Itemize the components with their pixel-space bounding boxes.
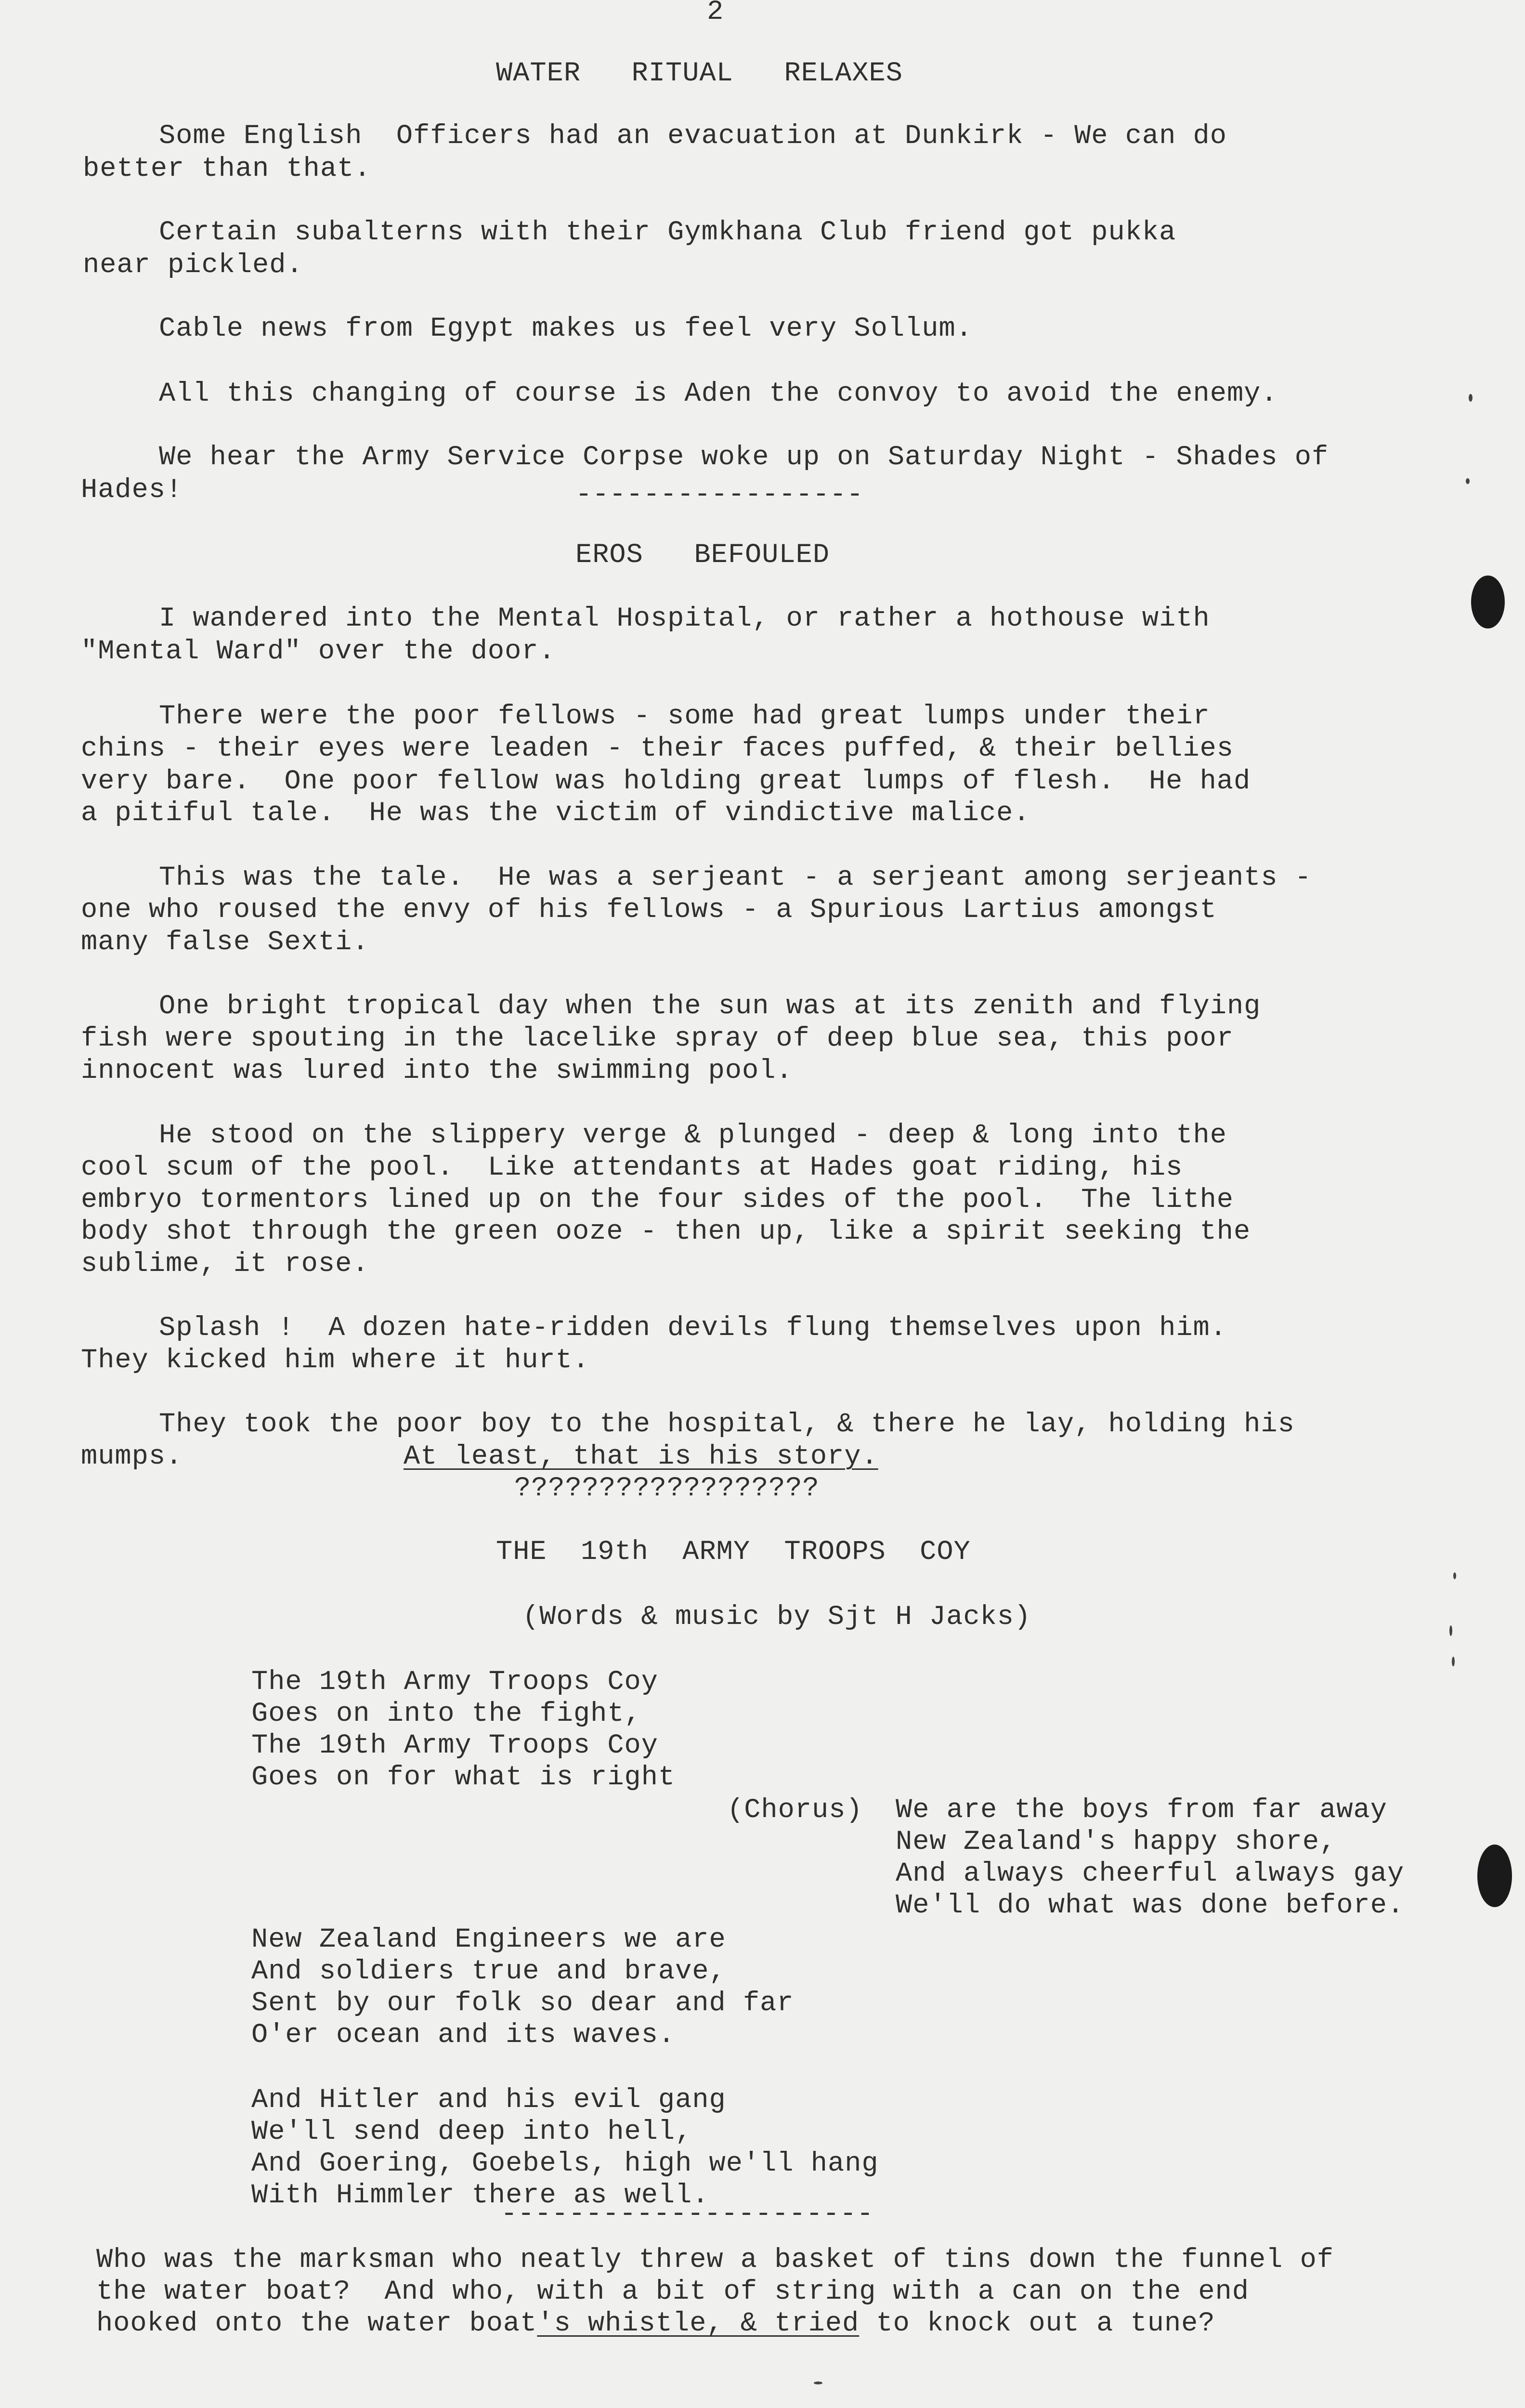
page-number: 2 bbox=[707, 0, 724, 27]
verse-line: And soldiers true and brave, bbox=[251, 1956, 726, 1987]
verse-line: Goes on for what is right bbox=[251, 1762, 676, 1793]
verse-line: The 19th Army Troops Coy bbox=[251, 1730, 658, 1761]
paragraph-line: All this changing of course is Aden the convoy to avoid the enemy. bbox=[159, 379, 1278, 409]
verse-line: New Zealand Engineers we are bbox=[251, 1924, 726, 1955]
speck bbox=[1469, 394, 1473, 402]
verse-line: Sent by our folk so dear and far bbox=[251, 1988, 794, 2019]
paragraph-line: There were the poor fellows - some had great lumps under their bbox=[159, 701, 1210, 732]
section-divider: ----------------- bbox=[575, 480, 864, 510]
closing-line: Who was the marksman who neatly threw a basket of tins down the funnel of bbox=[96, 2245, 1334, 2276]
closing-text: hooked onto the water boat bbox=[96, 2308, 537, 2339]
section-divider: ---------------------- bbox=[501, 2199, 874, 2230]
verse-line: The 19th Army Troops Coy bbox=[251, 1667, 658, 1698]
section-title-eros: EROS BEFOULED bbox=[575, 540, 830, 571]
paragraph-line: a pitiful tale. He was the victim of vindictive malice. bbox=[81, 798, 1030, 829]
chorus-line: We'll do what was done before. bbox=[896, 1890, 1405, 1921]
underlined-text: 's whistle, & tried bbox=[537, 2308, 860, 2339]
paragraph-line: They took the poor boy to the hospital, & there he lay, holding his bbox=[159, 1409, 1295, 1440]
verse-line: With Himmler there as well. bbox=[251, 2180, 709, 2211]
ink-blot bbox=[1477, 1845, 1512, 1907]
speck bbox=[814, 2382, 822, 2384]
paragraph-line: innocent was lured into the swimming pool. bbox=[81, 1056, 793, 1086]
verse-line: And Hitler and his evil gang bbox=[251, 2085, 726, 2116]
paragraph-line: We hear the Army Service Corpse woke up on Saturday Night - Shades of bbox=[159, 442, 1329, 473]
verse-line: And Goering, Goebels, high we'll hang bbox=[251, 2148, 879, 2179]
section-title-water-ritual: WATER RITUAL RELAXES bbox=[496, 58, 903, 89]
speck bbox=[1453, 1572, 1456, 1579]
paragraph-line: cool scum of the pool. Like attendants at Hades goat riding, his bbox=[81, 1152, 1183, 1183]
paragraph-line: mumps. bbox=[81, 1441, 183, 1472]
paragraph-line: Hades! bbox=[81, 475, 183, 506]
paragraph-line: Splash ! A dozen hate-ridden devils flung themselves upon him. bbox=[159, 1313, 1227, 1344]
paragraph-line: Certain subalterns with their Gymkhana Club friend got pukka bbox=[159, 217, 1176, 248]
chorus-label: (Chorus) bbox=[727, 1795, 863, 1826]
underlined-remark: At least, that is his story. bbox=[404, 1441, 878, 1472]
paragraph-line: better than that. bbox=[83, 154, 371, 184]
verse-line: Goes on into the fight, bbox=[251, 1699, 641, 1729]
closing-line: the water boat? And who, with a bit of string with a can on the end bbox=[96, 2277, 1249, 2307]
chorus-line: New Zealand's happy shore, bbox=[896, 1827, 1337, 1858]
paragraph-line: Cable news from Egypt makes us feel very Sollum. bbox=[159, 314, 973, 344]
paragraph-line: One bright tropical day when the sun was at its zenith and flying bbox=[159, 991, 1261, 1022]
section-title-song: THE 19th ARMY TROOPS COY bbox=[496, 1537, 971, 1568]
closing-text-end: to knock out a tune? bbox=[859, 2308, 1215, 2339]
paragraph-line: body shot through the green ooze - then up, like a spirit seeking the bbox=[81, 1217, 1251, 1247]
chorus-line: We are the boys from far away bbox=[896, 1795, 1387, 1826]
paragraph-line: Some English Officers had an evacuation at Dunkirk - We can do bbox=[159, 121, 1227, 152]
ink-blot bbox=[1471, 576, 1505, 628]
paragraph-line: They kicked him where it hurt. bbox=[81, 1345, 590, 1376]
speck bbox=[1452, 1657, 1455, 1666]
speck bbox=[1449, 1625, 1452, 1636]
paragraph-line: one who roused the envy of his fellows - a Spurious Lartius amongst bbox=[81, 895, 1217, 926]
paragraph-line: embryo tormentors lined up on the four sides of the pool. The lithe bbox=[81, 1185, 1234, 1216]
paragraph-line: chins - their eyes were leaden - their faces puffed, & their bellies bbox=[81, 733, 1234, 764]
paragraph-line: sublime, it rose. bbox=[81, 1249, 369, 1280]
song-credit: (Words & music by Sjt H Jacks) bbox=[522, 1602, 1031, 1633]
paragraph-line: He stood on the slippery verge & plunged - deep & long into the bbox=[159, 1120, 1227, 1151]
paragraph-line: very bare. One poor fellow was holding great lumps of flesh. He had bbox=[81, 766, 1251, 797]
chorus-line: And always cheerful always gay bbox=[896, 1858, 1405, 1889]
paragraph-line: fish were spouting in the lacelike spray of deep blue sea, this poor bbox=[81, 1023, 1234, 1054]
section-divider: ?????????????????? bbox=[514, 1473, 820, 1504]
closing-line bbox=[96, 2308, 1215, 2340]
paragraph-line: I wandered into the Mental Hospital, or rather a hothouse with bbox=[159, 603, 1210, 634]
paragraph-line: This was the tale. He was a serjeant - a serjeant among serjeants - bbox=[159, 863, 1312, 893]
verse-line: O'er ocean and its waves. bbox=[251, 2020, 676, 2051]
paragraph-line: near pickled. bbox=[83, 250, 303, 281]
paragraph-line: many false Sexti. bbox=[81, 927, 369, 958]
paragraph-line: "Mental Ward" over the door. bbox=[81, 636, 556, 667]
speck bbox=[1466, 478, 1470, 484]
verse-line: We'll send deep into hell, bbox=[251, 2117, 692, 2147]
